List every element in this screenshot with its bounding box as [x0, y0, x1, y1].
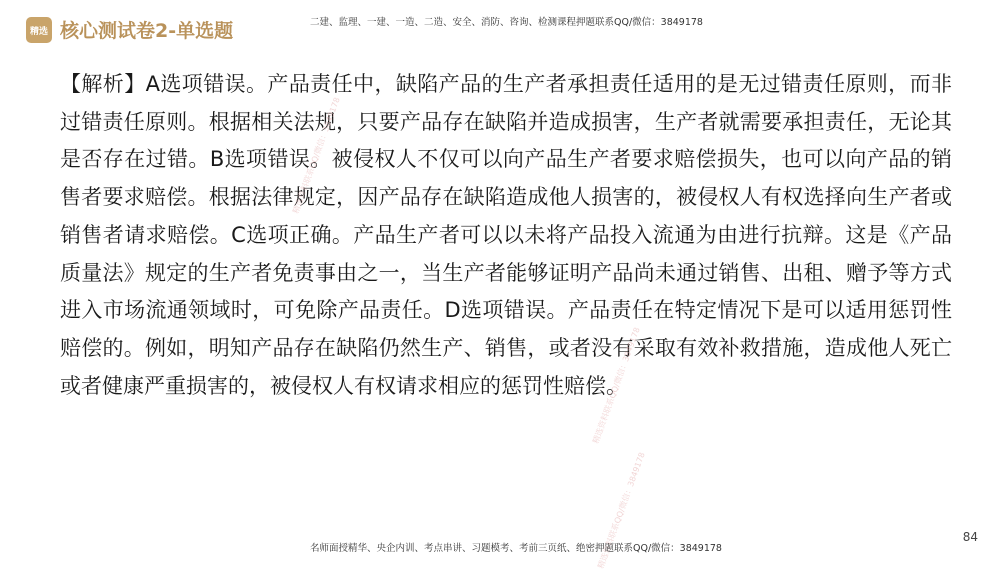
page-title: 核心测试卷2-单选题 [60, 20, 234, 42]
analysis-paragraph: 【解析】A选项错误。产品责任中，缺陷产品的生产者承担责任适用的是无过错责任原则，而非过错责任原则。根据相关法规，只要产品存在缺陷并造成损害，生产者就需要承担责任，无论其是否存在过错。B选项错误。被侵权人不仅可以向产品生产者要求赔偿损失，也可以向产品的销售者要求赔偿。根据法律规定，因产品存在缺陷造成他人损害的，被侵权人有权选择向生产者或销售者请求赔偿。C选项正确。产品生产者可以以未将产品投入流通为由进行抗辩。这是《产品质量法》规定的生产者免责事由之一，当生产者能够证明产品尚未通过销售、出租、赠予等方式进入市场流通领域时，可免除产品责任。D选项错误。产品责任在特定情况下是可以适用惩罚性赔偿的。例如，明知产品存在缺陷仍然生产、销售，或者没有采取有效补救措施，造成他人死亡或者健康严重损害的，被侵权人有权请求相应的惩罚性赔偿。 [60, 72, 952, 398]
page-number: 84 [962, 530, 978, 544]
footer-contact-notice: 名师面授精华、央企内训、考点串讲、习题模考、考前三页纸、绝密押题联系QQ/微信：3849178 [310, 543, 722, 554]
header-contact-notice: 二建、监理、一建、一造、二造、安全、消防、咨询、检测课程押题联系QQ/微信：3849178 [310, 17, 703, 28]
logo-text: 精选 [29, 26, 48, 37]
watermark: 精选资料联系QQ/微信：3849178 [291, 96, 342, 215]
watermark: 精选资料联系QQ/微信：3849178 [596, 451, 647, 570]
logo-badge [26, 17, 52, 43]
watermark: 精选资料联系QQ/微信：3849178 [591, 326, 642, 445]
